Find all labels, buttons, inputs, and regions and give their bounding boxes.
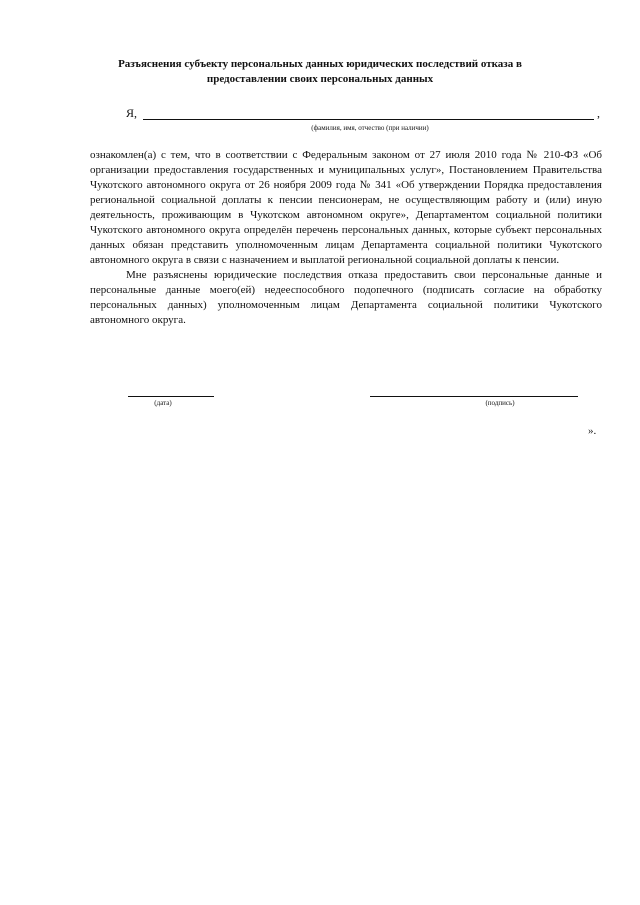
name-prefix: Я, [126, 106, 138, 120]
body-text [90, 148, 602, 328]
signature-hint: (подпись) [485, 399, 515, 407]
name-line [126, 106, 602, 122]
date-line [128, 396, 214, 397]
document-title: Разъяснения субъекту персональных данных юридических последствий отказа в предоставлении своих персональных данных [118, 58, 522, 85]
date-hint: (дата) [154, 399, 172, 407]
name-suffix: , [597, 106, 600, 120]
signature-line [370, 396, 578, 397]
name-hint: (фамилия, имя, отчество (при наличии) [311, 124, 429, 132]
closing-mark: ». [588, 425, 597, 437]
paragraph-1: ознакомлен(а) с тем, что в соответствии с Федеральным законом от 27 июля 2010 года № 210-ФЗ «Об организации предоставления государственных и муниципальных услуг», Постановлением Правительства Чукотского автономного округа от 26 ноября 2009 года № 341 «Об утверждении Порядка предоставления региональной социальной доплаты к пенсии пенсионерам, не осуществляющим работу и (или) иную деятельность, проживающим в Чукотском автономном округе», Департаментом социальной политики Чукотского автономного округа определён перечень персональных данных, которые субъект персональных данных обязан представить уполномоченным лицам Департамента социальной политики Чукотского автономного округа в связи с назначением и выплатой региональной социальной доплаты к пенсии. [90, 149, 602, 266]
name-underline [143, 119, 594, 120]
paragraph-2: Мне разъяснены юридические последствия отказа предоставить свои персональные данные и персональные данные моего(ей) недееспособного подопечного (подписать согласие на обработку персональных данных) уполномоченным лицам Департамента социальной политики Чукотского автономного округа. [90, 269, 602, 326]
